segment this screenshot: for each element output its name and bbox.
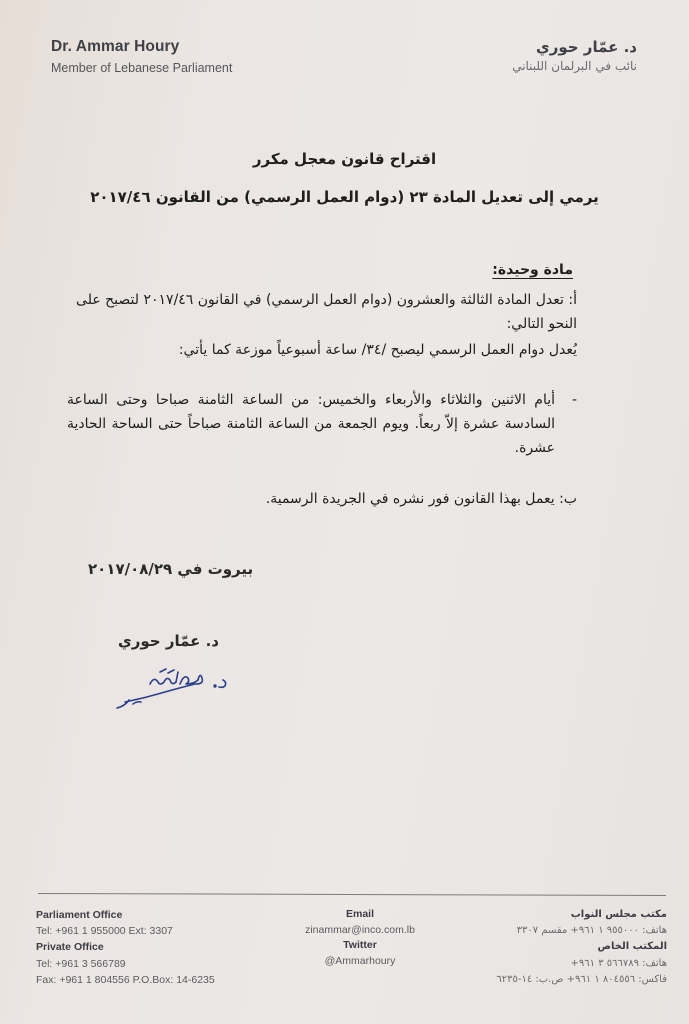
- letterhead-english: [51, 38, 232, 75]
- ar-private-office-fax: فاكس: ٨٠٤٥٥٦ ١ ٩٦١+ ص.ب: ١٤-٦٢٣٥: [496, 973, 667, 985]
- document-subtitle: يرمي إلى تعديل المادة ٢٣ (دوام العمل الرسمي) من القانون ٢٠١٧/٤٦: [90, 188, 599, 206]
- signatory-name: د. عمّار حوري: [118, 632, 220, 650]
- private-office-tel: Tel: +961 3 566789: [36, 957, 126, 970]
- schedule-bullet: [67, 388, 577, 460]
- section-heading: مادة وحيدة:: [492, 262, 573, 278]
- footer-arabic-contacts: [496, 907, 667, 988]
- clause-a: أ: تعدل المادة الثالثة والعشرون (دوام العمل الرسمي) في القانون ٢٠١٧/٤٦ لتصبح على النحو التالي:: [76, 292, 577, 332]
- letterhead-name-ar: د. عمّار حوري: [535, 38, 637, 56]
- letterhead-arabic: [512, 38, 637, 73]
- private-office-label: Private Office: [36, 941, 104, 954]
- clause-b: ب: يعمل بهذا القانون فور نشره في الجريدة الرسمية.: [265, 491, 577, 507]
- amended-text: يُعدل دوام العمل الرسمي ليصبح /٣٤/ ساعة أسبوعياً موزعة كما يأتي:: [178, 342, 577, 358]
- letterhead-name-en: Dr. Ammar Houry: [51, 38, 180, 55]
- footer-divider: [38, 893, 666, 896]
- ar-parliament-office-label: مكتب مجلس النواب: [570, 909, 667, 920]
- twitter-label: Twitter: [343, 939, 377, 951]
- footer-online-contacts: [270, 907, 450, 969]
- email-value: zinammar@inco.com.lb: [305, 923, 415, 936]
- date-line: بيروت في ٢٠١٧/٠٨/٢٩: [88, 560, 254, 578]
- letterhead-role-en: Member of Lebanese Parliament: [51, 61, 233, 75]
- letterhead-role-ar: نائب في البرلمان اللبناني: [512, 59, 637, 73]
- parliament-office-tel: Tel: +961 1 955000 Ext: 3307: [36, 925, 173, 938]
- twitter-value: @Ammarhoury: [324, 954, 396, 967]
- ar-private-office-label: المكتب الخاص: [597, 941, 667, 953]
- ar-private-office-tel: هاتف: ٥٦٦٧٨٩ ٣ ٩٦١+: [570, 957, 667, 969]
- document-title: اقتراح قانون معجل مكرر: [252, 150, 437, 168]
- email-label: Email: [345, 908, 374, 920]
- handwritten-signature-icon: [105, 662, 235, 712]
- footer-english-contacts: [36, 907, 215, 988]
- bullet-text: أيام الاثنين والثلاثاء والأربعاء والخميس: من الساعة الثامنة صباحا وحتى الساعة السادسة عشرة إلاّ ربعاً. ويوم الجمعة من الساعة الثامنة صباحاً حتى الساحة الحادية عشرة.: [67, 392, 555, 456]
- parliament-office-label: Parliament Office: [36, 909, 123, 921]
- private-office-fax: Fax: +961 1 804556 P.O.Box: 14-6235: [36, 973, 215, 986]
- bullet-dash: -: [571, 392, 577, 408]
- ar-parliament-office-tel: هاتف: ٩٥٥٠٠٠ ١ ٩٦١+ مقسم ٣٣٠٧: [516, 925, 667, 937]
